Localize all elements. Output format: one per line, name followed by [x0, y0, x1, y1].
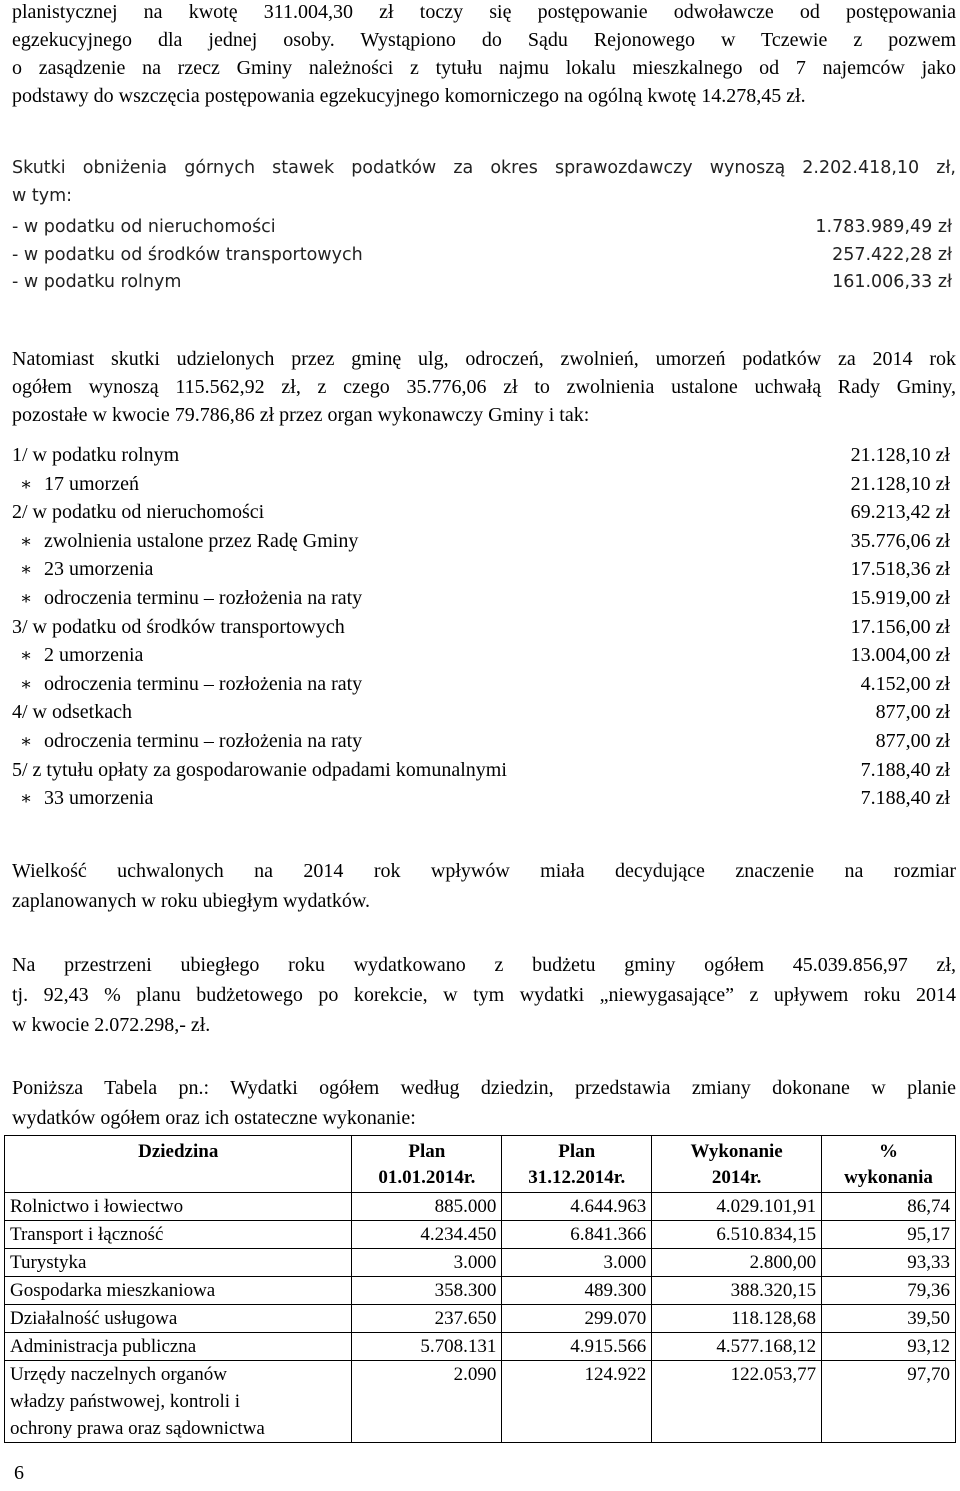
paragraph-line: o zasądzenie na rzecz Gminy należności z tytułu najmu lokalu mieszkalnego od 7 najemców jako [12, 57, 956, 79]
table-header-line: Dziedzina [138, 1141, 219, 1162]
table-cell-wyk: 6.510.834,15 [652, 1221, 822, 1249]
table-header-line: 31.12.2014r. [528, 1167, 626, 1188]
ulgi-item [12, 670, 956, 699]
table-cell-plan1: 5.708.131 [352, 1333, 502, 1361]
ulgi-amount: 35.776,06 zł [850, 529, 950, 552]
table-cell-pct: 86,74 [822, 1193, 956, 1221]
table-header-line: 01.01.2014r. [378, 1167, 476, 1188]
ulgi-amount: 877,00 zł [875, 701, 950, 724]
ulgi-item [12, 441, 956, 470]
ulgi-label-text: 5/ z tytułu opłaty za gospodarowanie odpadami komunalnymi [12, 758, 507, 781]
skutki-item [12, 214, 956, 242]
ulgi-amount: 21.128,10 zł [850, 444, 950, 466]
table-cell-plan1: 237.650 [352, 1305, 502, 1333]
table-cell-line: Turystyka [10, 1252, 87, 1273]
table-cell-pct: 93,33 [822, 1249, 956, 1277]
skutki-label: - w podatku rolnym [12, 272, 182, 292]
ulgi-amount: 69.213,42 zł [850, 501, 950, 524]
ulgi-label-text: 4/ w odsetkach [12, 701, 132, 724]
table-cell-plan1: 4.234.450 [352, 1221, 502, 1249]
table-header-line: Plan [558, 1141, 596, 1162]
ulgi-label-text: 2/ w podatku od nieruchomości [12, 501, 265, 524]
table-cell-pct: 97,70 [822, 1361, 956, 1443]
table-cell-plan1: 2.090 [352, 1361, 502, 1443]
ulgi-label [12, 784, 153, 813]
paragraph-egzekucja [12, 0, 956, 110]
asterisk-bullet-icon: ∗ [20, 645, 33, 666]
ulgi-label [12, 756, 507, 785]
table-row [5, 1249, 956, 1277]
paragraph-line: Wielkość uchwalonych na 2014 rok wpływów miała decydujące znaczenie na rozmiar [12, 860, 956, 882]
ulgi-label [12, 584, 362, 613]
asterisk-bullet-icon: ∗ [20, 730, 33, 751]
ulgi-label [12, 641, 143, 670]
skutki-amount: 161.006,33 zł [832, 272, 952, 292]
skutki-list [12, 214, 956, 297]
ulgi-label [12, 470, 139, 499]
table-cell-line: Urzędy naczelnych organów [10, 1364, 227, 1385]
paragraph-line: Skutki obniżenia górnych stawek podatków za okres sprawozdawczy wynoszą 2.202.418,10 zł, [12, 158, 956, 178]
wydatki-table [4, 1135, 956, 1443]
paragraph-tabela-intro [12, 1073, 956, 1133]
page-number: 6 [14, 1462, 24, 1484]
ulgi-amount: 7.188,40 zł [860, 758, 950, 781]
asterisk-bullet-icon: ∗ [20, 673, 33, 694]
paragraph-skutki-obnizenia [12, 154, 956, 210]
table-cell-plan2: 299.070 [502, 1305, 652, 1333]
table-cell-dziedzina [5, 1193, 352, 1221]
paragraph-line: pozostałe w kwocie 79.786,86 zł przez organ wykonawczy Gminy i tak: [12, 404, 590, 426]
table-row [5, 1193, 956, 1221]
table-cell-dziedzina [5, 1277, 352, 1305]
paragraph-line: tj. 92,43 % planu budżetowego po korekcie, w tym wydatki „niewygasające” z upływem roku 2014 [12, 984, 956, 1006]
ulgi-amount: 7.188,40 zł [860, 787, 950, 810]
paragraph-ulgi-intro [12, 345, 956, 429]
skutki-item [12, 242, 956, 270]
table-row [5, 1361, 956, 1443]
ulgi-label [12, 613, 345, 642]
ulgi-item [12, 641, 956, 670]
ulgi-label-text: zwolnienia ustalone przez Radę Gminy [44, 529, 359, 552]
ulgi-label [12, 727, 362, 756]
table-header-cell [652, 1136, 822, 1193]
paragraph-line: Natomiast skutki udzielonych przez gminę ulg, odroczeń, zwolnień, umorzeń podatków za 2014 rok [12, 348, 956, 370]
ulgi-item [12, 470, 956, 499]
paragraph-line: ogółem wynoszą 115.562,92 zł, z czego 35.776,06 zł to zwolnienia ustalone uchwałą Rady Gminy, [12, 376, 956, 398]
table-cell-wyk: 4.029.101,91 [652, 1193, 822, 1221]
table-cell-pct: 93,12 [822, 1333, 956, 1361]
table-cell-wyk: 122.053,77 [652, 1361, 822, 1443]
ulgi-item [12, 727, 956, 756]
table-cell-line: władzy państwowej, kontroli i [10, 1391, 241, 1412]
paragraph-line: zaplanowanych w roku ubiegłym wydatków. [12, 890, 371, 912]
asterisk-bullet-icon: ∗ [20, 530, 33, 551]
table-header-line: Wykonanie [690, 1141, 783, 1162]
table-cell-wyk: 388.320,15 [652, 1277, 822, 1305]
ulgi-item [12, 498, 956, 527]
table-row [5, 1277, 956, 1305]
table-header-line: wykonania [844, 1167, 933, 1188]
ulgi-label-text: 2 umorzenia [44, 644, 144, 667]
ulgi-label [12, 555, 153, 584]
table-cell-dziedzina [5, 1221, 352, 1249]
ulgi-list [12, 441, 956, 813]
table-cell-wyk: 118.128,68 [652, 1305, 822, 1333]
skutki-amount: 257.422,28 zł [832, 244, 952, 265]
skutki-amount: 1.783.989,49 zł [815, 217, 952, 237]
table-cell-plan2: 3.000 [502, 1249, 652, 1277]
table-header-cell [822, 1136, 956, 1193]
skutki-label: - w podatku od nieruchomości [12, 217, 276, 237]
ulgi-label [12, 527, 358, 556]
asterisk-bullet-icon: ∗ [20, 788, 33, 809]
table-header-cell [5, 1136, 352, 1193]
ulgi-amount: 17.518,36 zł [850, 558, 950, 581]
table-header-line: Plan [408, 1141, 446, 1162]
table-row [5, 1305, 956, 1333]
ulgi-item [12, 784, 956, 813]
table-header-cell [352, 1136, 502, 1193]
table-header-cell [502, 1136, 652, 1193]
table-body [5, 1193, 956, 1443]
table-cell-line: Administracja publiczna [10, 1336, 197, 1357]
ulgi-amount: 17.156,00 zł [850, 615, 950, 638]
asterisk-bullet-icon: ∗ [20, 587, 33, 608]
table-cell-wyk: 2.800,00 [652, 1249, 822, 1277]
table-cell-plan1: 885.000 [352, 1193, 502, 1221]
table-cell-dziedzina [5, 1361, 352, 1443]
table-cell-dziedzina [5, 1249, 352, 1277]
paragraph-line: w tym: [12, 186, 73, 206]
table-cell-pct: 39,50 [822, 1305, 956, 1333]
ulgi-label [12, 670, 362, 699]
ulgi-label-text: 17 umorzeń [44, 472, 139, 495]
ulgi-item [12, 584, 956, 613]
ulgi-item [12, 756, 956, 785]
paragraph-line: Poniższa Tabela pn.: Wydatki ogółem według dziedzin, przedstawia zmiany dokonane w planie [12, 1077, 956, 1099]
asterisk-bullet-icon: ∗ [20, 559, 33, 580]
ulgi-amount: 21.128,10 zł [850, 472, 950, 495]
ulgi-label [12, 698, 132, 727]
table-cell-plan2: 6.841.366 [502, 1221, 652, 1249]
paragraph-line: planistycznej na kwotę 311.004,30 zł toczy się postępowanie odwoławcze od postępowania [12, 1, 956, 23]
ulgi-label-text: odroczenia terminu – rozłożenia na raty [44, 586, 363, 609]
ulgi-item [12, 698, 956, 727]
table-header-line: % [879, 1141, 899, 1162]
table-cell-plan2: 4.644.963 [502, 1193, 652, 1221]
table-cell-plan1: 3.000 [352, 1249, 502, 1277]
skutki-label: - w podatku od środków transportowych [12, 244, 363, 265]
skutki-item [12, 269, 956, 297]
table-cell-plan2: 489.300 [502, 1277, 652, 1305]
ulgi-label-text: 3/ w podatku od środków transportowych [12, 615, 345, 638]
ulgi-item [12, 527, 956, 556]
paragraph-line: egzekucyjnego dla jednej osoby. Wystąpiono do Sądu Rejonowego w Tczewie z pozwem [12, 29, 956, 51]
table-cell-line: Działalność usługowa [10, 1308, 178, 1329]
ulgi-item [12, 613, 956, 642]
ulgi-label-text: 1/ w podatku rolnym [12, 444, 180, 466]
ulgi-amount: 13.004,00 zł [850, 644, 950, 667]
table-cell-dziedzina [5, 1333, 352, 1361]
table-header-row [5, 1136, 956, 1193]
table-cell-dziedzina [5, 1305, 352, 1333]
table-cell-pct: 95,17 [822, 1221, 956, 1249]
ulgi-item [12, 555, 956, 584]
table-cell-plan2: 4.915.566 [502, 1333, 652, 1361]
table-row [5, 1221, 956, 1249]
ulgi-label-text: 33 umorzenia [44, 787, 154, 810]
table-cell-plan1: 358.300 [352, 1277, 502, 1305]
paragraph-wielkosc [12, 856, 956, 916]
table-row [5, 1333, 956, 1361]
table-cell-line: Transport i łączność [10, 1224, 164, 1245]
table-cell-line: Rolnictwo i łowiectwo [10, 1196, 184, 1217]
paragraph-line: wydatków ogółem oraz ich ostateczne wykonanie: [12, 1107, 416, 1129]
ulgi-label [12, 498, 264, 527]
paragraph-line: w kwocie 2.072.298,- zł. [12, 1014, 211, 1036]
paragraph-line: Na przestrzeni ubiegłego roku wydatkowano z budżetu gminy ogółem 45.039.856,97 zł, [12, 954, 956, 976]
ulgi-label-text: odroczenia terminu – rozłożenia na raty [44, 672, 363, 695]
paragraph-line: podstawy do wszczęcia postępowania egzekucyjnego komorniczego na ogólną kwotę 14.278,45 zł. [12, 85, 806, 107]
ulgi-label-text: odroczenia terminu – rozłożenia na raty [44, 729, 363, 752]
table-cell-line: ochrony prawa oraz sądownictwa [10, 1418, 265, 1439]
ulgi-amount: 877,00 zł [875, 729, 950, 752]
ulgi-label-text: 23 umorzenia [44, 558, 154, 581]
ulgi-amount: 4.152,00 zł [860, 672, 950, 695]
paragraph-wydatkowano [12, 950, 956, 1040]
asterisk-bullet-icon: ∗ [20, 473, 33, 494]
table-header-line: 2014r. [711, 1167, 762, 1188]
ulgi-amount: 15.919,00 zł [850, 586, 950, 609]
ulgi-label [12, 441, 179, 470]
table-cell-line: Gospodarka mieszkaniowa [10, 1280, 216, 1301]
table-cell-pct: 79,36 [822, 1277, 956, 1305]
table-cell-plan2: 124.922 [502, 1361, 652, 1443]
table-cell-wyk: 4.577.168,12 [652, 1333, 822, 1361]
